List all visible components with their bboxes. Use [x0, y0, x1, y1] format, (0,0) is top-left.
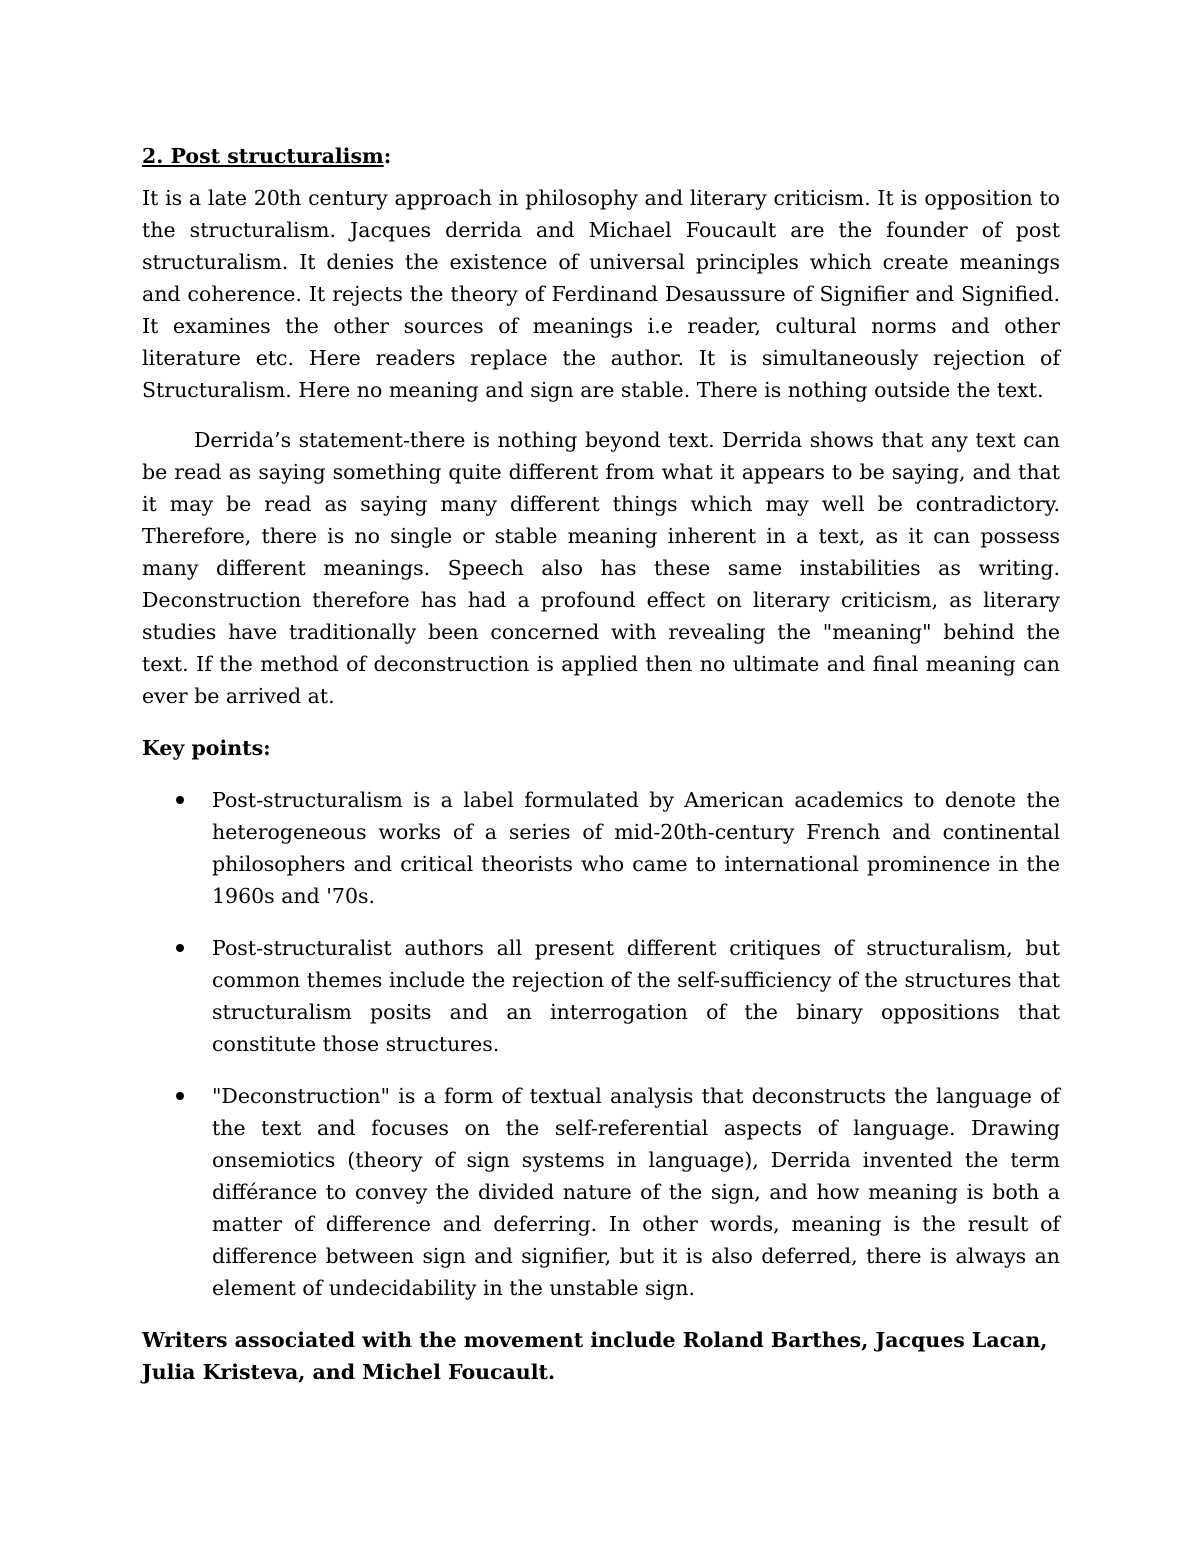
- bullet-icon: [176, 944, 184, 952]
- list-item-text: "Deconstruction" is a form of textual analysis that deconstructs the language of the text and focuses on the self-referential aspects of language. Drawing onsemiotics (theory of sign systems in language), Derrida invented the term différance to convey the divided nature of the sign, and how meaning is both a matter of difference and deferring. In other words, meaning is the result of difference between sign and signifier, but it is also deferred, there is always an element of undecidability in the unstable sign.: [212, 1084, 1060, 1300]
- key-points-list: [142, 784, 1060, 1304]
- list-item: [142, 1080, 1060, 1304]
- list-item: [142, 784, 1060, 912]
- list-item-text: Post-structuralist authors all present different critiques of structuralism, but common themes include the rejection of the self-sufficiency of the structures that structuralism posits and an interrogation of the binary oppositions that constitute those structures.: [212, 936, 1060, 1056]
- bullet-icon: [176, 1092, 184, 1100]
- list-item-text: Post-structuralism is a label formulated by American academics to denote the heterogeneous works of a series of mid-20th-century French and continental philosophers and critical theorists who came to international prominence in the 1960s and '70s.: [212, 788, 1060, 908]
- section-heading-colon: :: [383, 144, 392, 168]
- derrida-paragraph: Derrida’s statement-there is nothing beyond text. Derrida shows that any text can be read as saying something quite different from what it appears to be saying, and that it may be read as saying many different things which may well be contradictory. Therefore, there is no single or stable meaning inherent in a text, as it can possess many different meanings. Speech also has these same instabilities as writing. Deconstruction therefore has had a profound effect on literary criticism, as literary studies have traditionally been concerned with revealing the "meaning" behind the text. If the method of deconstruction is applied then no ultimate and final meaning can ever be arrived at.: [142, 428, 1060, 708]
- closing-statement: Writers associated with the movement include Roland Barthes, Jacques Lacan, Julia Kristeva, and Michel Foucault.: [142, 1328, 1048, 1384]
- key-points-heading: Key points:: [142, 736, 271, 760]
- section-heading: [142, 140, 1060, 172]
- bullet-icon: [176, 796, 184, 804]
- section-heading-title: 2. Post structuralism: [142, 144, 384, 168]
- intro-paragraph: It is a late 20th century approach in philosophy and literary criticism. It is opposition to the structuralism. Jacques derrida and Michael Foucault are the founder of post structuralism. It denies the existence of universal principles which create meanings and coherence. It rejects the theory of Ferdinand Desaussure of Signifier and Signified. It examines the other sources of meanings i.e reader, cultural norms and other literature etc. Here readers replace the author. It is simultaneously rejection of Structuralism. Here no meaning and sign are stable. There is nothing outside the text.: [142, 186, 1060, 402]
- document-page: [142, 140, 1060, 1388]
- list-item: [142, 932, 1060, 1060]
